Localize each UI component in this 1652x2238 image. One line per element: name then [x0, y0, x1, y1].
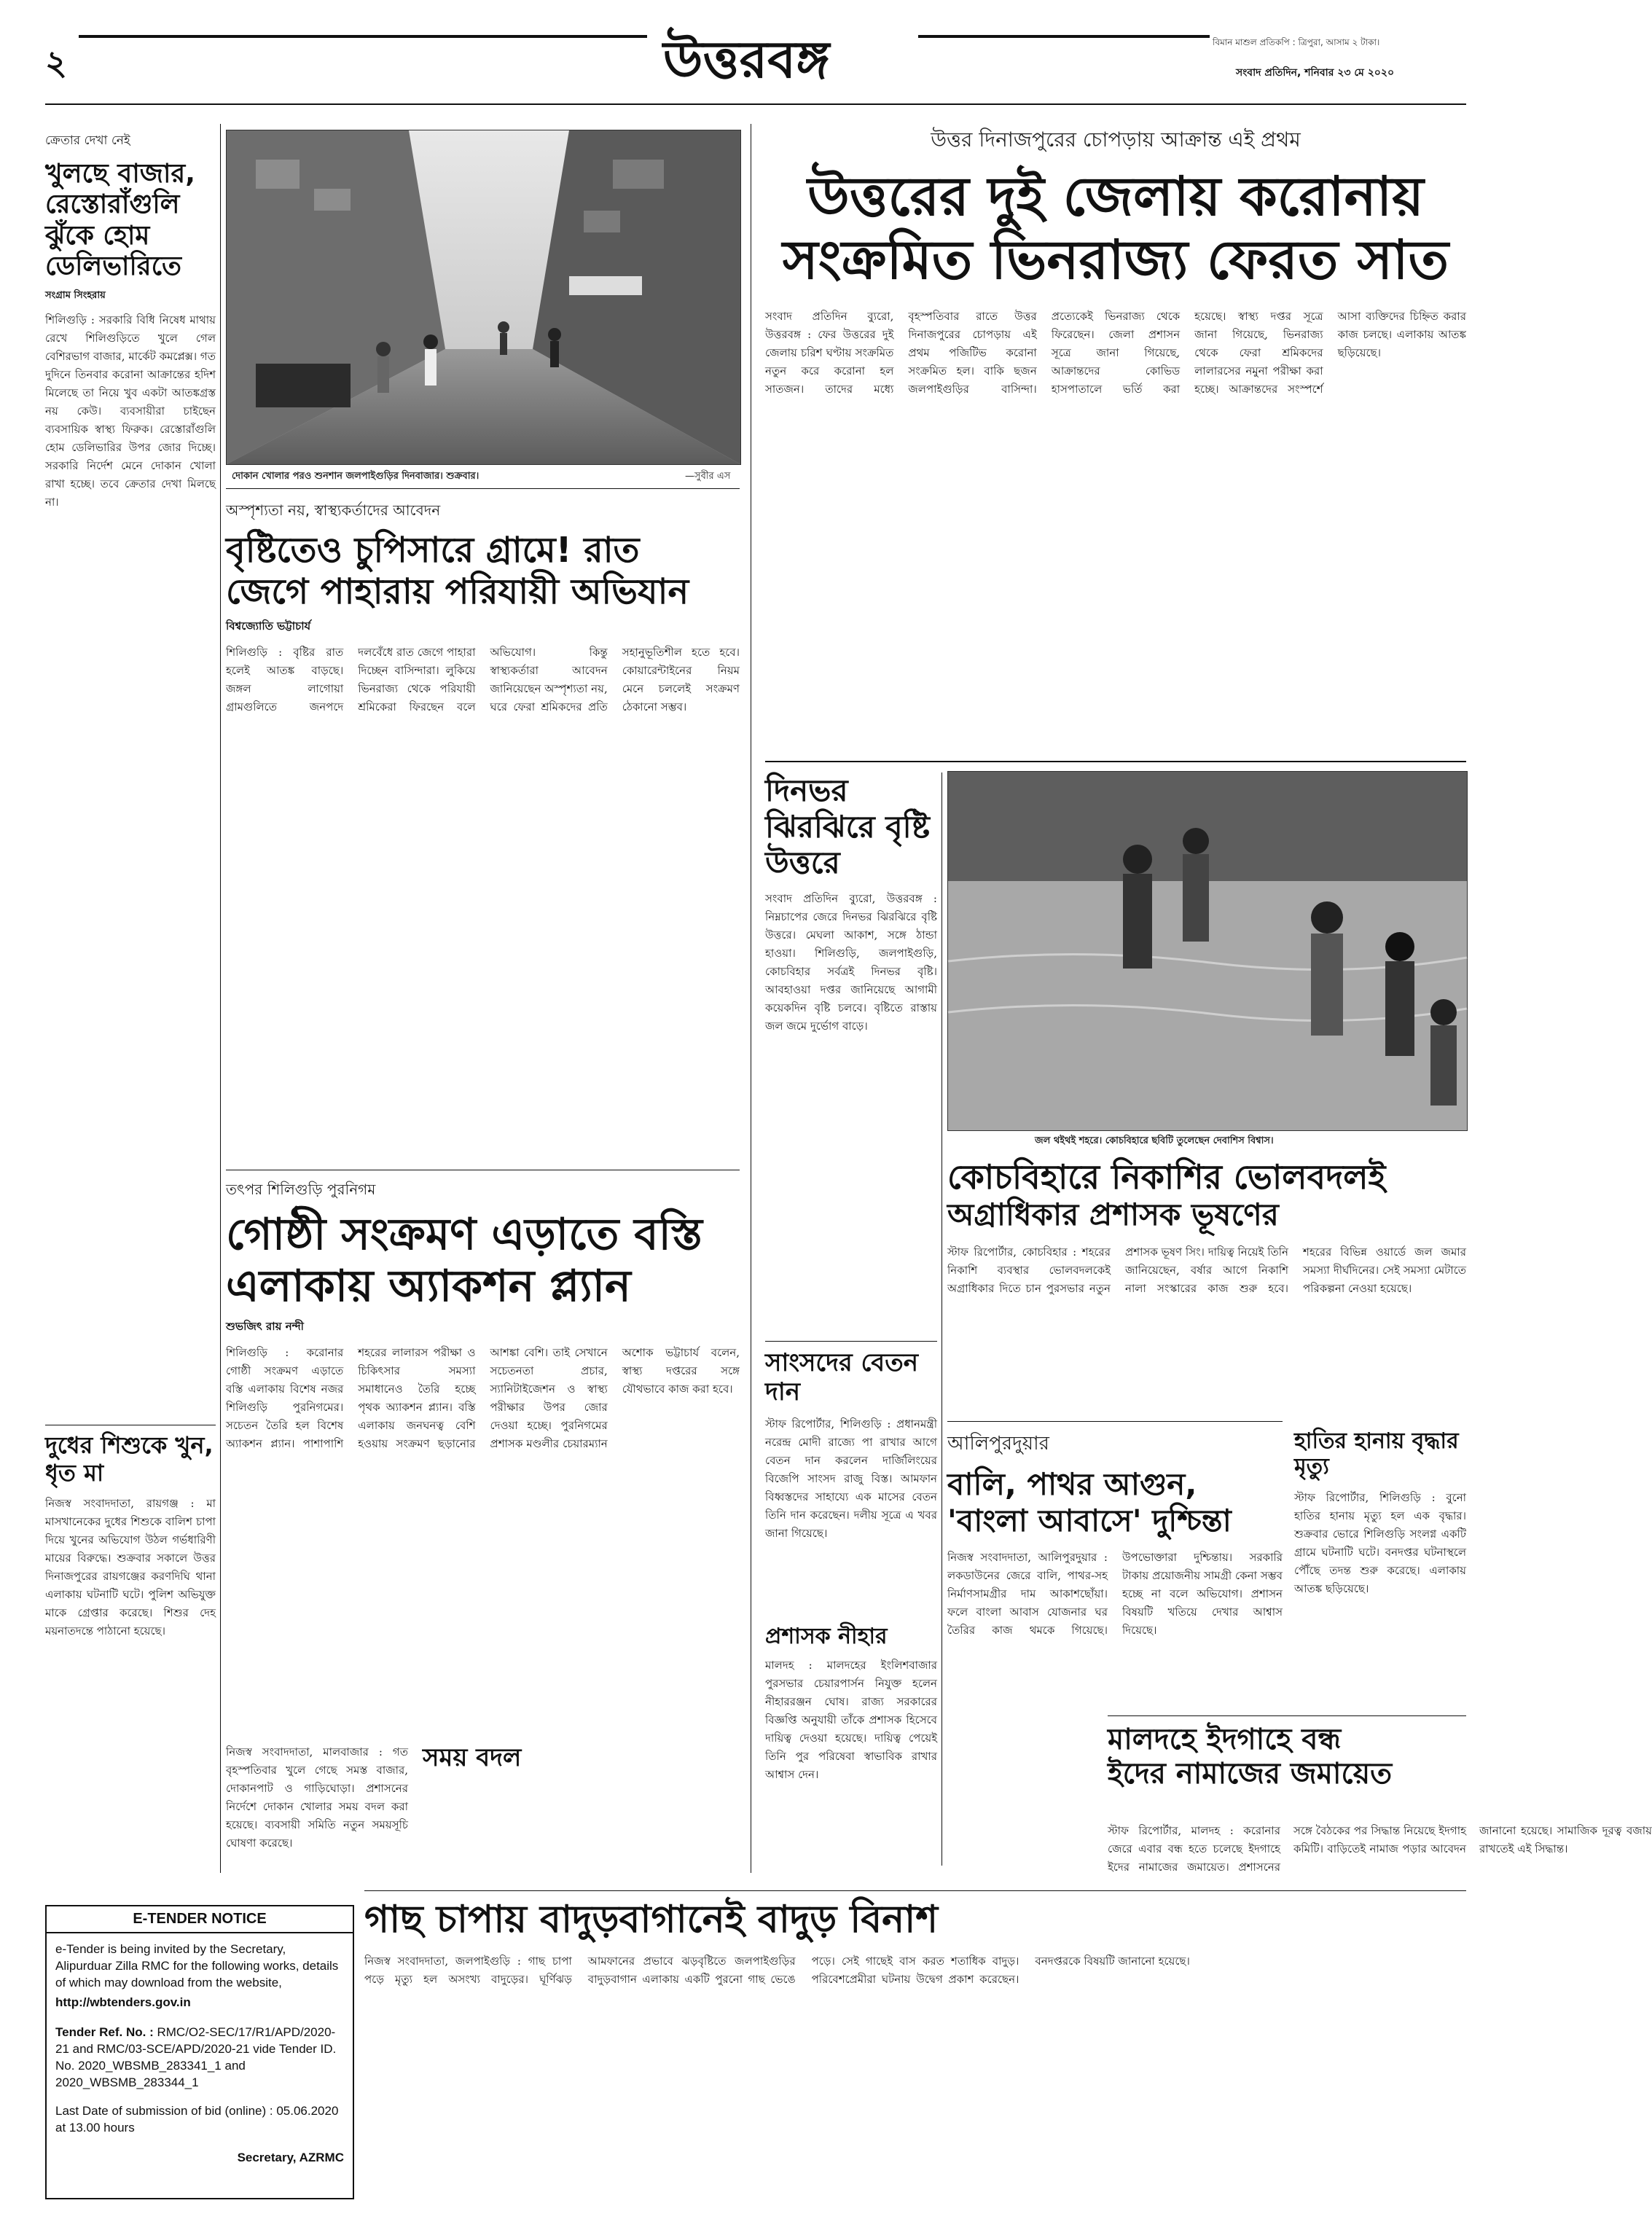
elephant-headline: হাতির হানায় বৃদ্ধার মৃত্যু [1294, 1428, 1459, 1480]
tender-ref-value: RMC/O2-SEC/17/R1/APD/2020-21 and RMC/03-SCE/APD/2020-21 vide Tender ID. No. 2020_WBSMB_283341_1 and 2020_WBSMB_283344_1 [55, 2025, 337, 2089]
flood-scene-image [948, 772, 1467, 1130]
masthead-rule-left [79, 35, 647, 38]
time-body: নিজস্ব সংবাদদাতা, মালবাজার : গত বৃহস্পতিবার খুলে গেছে সমস্ত বাজার, দোকানপাট ও গাড়িঘোড়া। প্রশাসনের নির্দেশে দোকান খোলার সময় বদল করা হয়েছে। ব্যবসায়ী সমিতি নতুন সময়সূচি ঘোষণা করেছে। [226, 1745, 408, 1850]
village-headline-1: বৃষ্টিতেও চুপিসারে গ্রামে! রাত [226, 530, 640, 571]
elephant-body: স্টাফ রিপোর্টার, শিলিগুড়ি : বুনো হাতির হানায় মৃত্যু হল এক বৃদ্ধার। শুক্রবার ভোরে শিলিগুড়ি সংলগ্ন একটি গ্রামে ঘটনাটি ঘটে। বনদপ্তর ঘটনাস্থলে পৌঁছে তদন্ত শুরু করেছে। এলাকায় আতঙ্ক ছড়িয়েছে। [1294, 1490, 1466, 1595]
village-headline-2: জেগে পাহারায় পরিযায়ী অভিযান [226, 571, 689, 612]
coochbehar-headline-1: কোচবিহারে নিকাশির ভোলবদলই [947, 1157, 1386, 1197]
community-body: শিলিগুড়ি : করোনার গোষ্ঠী সংক্রমণ এড়াতে বস্তি এলাকায় বিশেষ নজর শিলিগুড়ি পুরনিগমের। সচেতন তৈরি হল বিশেষ অ্যাকশন প্ল্যান। পাশাপাশি শহরের লালারস পরীক্ষা ও চিকিৎসার সমস্যা সমাধানেও তৈরি হচ্ছে পৃথক অ্যাকশন প্ল্যান। বস্তি এলাকায় জনঘনত্ব বেশি হওয়ায় সংক্রমণ ছড়ানোর আশঙ্কা বেশি। তাই সেখানে সচেতনতা প্রচার, স্যানিটাইজেশন ও স্বাস্থ্য পরীক্ষার উপর জোর দেওয়া হচ্ছে। পুরনিগমের প্রশাসক মণ্ডলীর চেয়ারম্যান অশোক ভট্টাচার্য বলেন, স্বাস্থ্য দপ্তরের সঙ্গে যৌথভাবে কাজ করা হবে। [226, 1345, 740, 1450]
village-body: শিলিগুড়ি : বৃষ্টির রাত হলেই আতঙ্ক বাড়ছে। জঙ্গল লাগোয়া গ্রামগুলিতে জনপদে দলবেঁধে রাত জেগে পাহারা দিচ্ছেন বাসিন্দারা। লুকিয়ে ভিনরাজ্য থেকে পরিযায়ী শ্রমিকেরা ফিরছেন বলে অভিযোগ। কিন্তু স্বাস্থ্যকর্তারা আবেদন জানিয়েছেন অস্পৃশ্যতা নয়, ঘরে ফেরা শ্রমিকদের প্রতি সহানুভূতিশীল হতে হবে। কোয়ারেন্টাইনের নিয়ম মেনে চললেই সংক্রমণ ঠেকানো সম্ভব। [226, 646, 740, 714]
market-story [45, 131, 216, 1492]
village-byline: বিশ্বজ্যোতি ভট্টাচার্য [226, 619, 311, 633]
covid-story [765, 124, 1466, 668]
mp-body: স্টাফ রিপোর্টার, শিলিগুড়ি : প্রধানমন্ত্রী নরেন্দ্র মোদী রাজ্যে পা রাখার আগে বেতন দান করলেন দার্জিলিংয়ের বিজেপি সাংসদ রাজু বিস্ত। আমফান বিধ্বস্তদের সাহায্যে এক মাসের বেতন তিনি দান করেছেন। দলীয় সূত্রে এ খবর জানা গিয়েছে। [765, 1417, 937, 1541]
child-headline: দুধের শিশুকে খুন, ধৃত মা [45, 1431, 214, 1487]
tender-intro: e-Tender is being invited by the Secretary, Alipurduar Zilla RMC for the following works, details of which may download from the website, [55, 1942, 339, 1989]
market-body: শিলিগুড়ি : সরকারি বিধি নিষেধ মাথায় রেখে শিলিগুড়িতে খুলে গেল বেশিরভাগ বাজার, মার্কেট কমপ্লেক্স। গত দুদিনে তিনবার করোনা আক্রান্তের হদিশ মিলেছে তা নিয়ে খুব একটা আতঙ্কগ্রস্ত নয় কেউ। ব্যবসায়ীরা চাইছেন ব্যবসায়িক স্বাস্থ্য ফিরুক। রেস্তোরাঁগুলি হোম ডেলিভারির উপর জোর দিচ্ছে। সরকারি নির্দেশ মেনে দোকান খোলা রাখা হচ্ছে। তবে ক্রেতার দেখা মিলছে না। [45, 313, 216, 509]
mp-headline: সাংসদের বেতন দান [765, 1348, 919, 1407]
community-kicker: তৎপর শিলিগুড়ি পুরনিগম [226, 1181, 376, 1198]
bats-story [364, 1898, 1466, 2193]
mp-story [765, 1348, 937, 1634]
market-photo-caption: দোকান খোলার পরও শুনশান জলপাইগুড়ির দিনবাজার। শুক্রবার। [232, 471, 479, 482]
alipur-kicker: আলিপুরদুয়ার [947, 1433, 1049, 1455]
admin-story [765, 1624, 937, 1875]
rain-story [765, 772, 937, 1123]
tender-ref-label: Tender Ref. No. : [55, 2025, 154, 2039]
market-street-photo [226, 130, 741, 465]
rain-body: সংবাদ প্রতিদিন ব্যুরো, উত্তরবঙ্গ : নিম্নচাপের জেরে দিনভর ঝিরঝিরে বৃষ্টি উত্তরে। মেঘলা আকাশ, সঙ্গে ঠান্ডা হাওয়া। শিলিগুড়ি, জলপাইগুড়ি, কোচবিহার সর্বত্রই দিনভর বৃষ্টি। আবহাওয়া দপ্তর জানিয়েছে আগামী কয়েকদিন বৃষ্টি চলবে। বৃষ্টিতে রাস্তায় জল জমে দুর্ভোগ বাড়ে। [765, 891, 937, 1033]
village-story [226, 500, 740, 1073]
admin-body: মালদহ : মালদহের ইংলিশবাজার পুরসভার চেয়ারপার্সন নিযুক্ত হলেন নীহাররঞ্জন ঘোষ। রাজ্য সরকারের বিজ্ঞপ্তি অনুযায়ী তাঁকে প্রশাসক হিসেবে দায়িত্ব দেওয়া হয়েছে। দায়িত্ব পেয়েই তিনি পুর পরিষেবা স্বাভাবিক রাখার আশ্বাস দেন। [765, 1659, 937, 1782]
section-title: উত্তরবঙ্গ [663, 30, 830, 90]
tender-deadline: Last Date of submission of bid (online) : 05.06.2020 at 13.00 hours [55, 2104, 339, 2135]
bats-headline: গাছ চাপায় বাদুড়বাগানেই বাদুড় বিনাশ [364, 1898, 939, 1941]
flood-photo-caption: জল থইথই শহরে। কোচবিহারে ছবিটি তুলেছেন দেবাশিস বিশ্বাস। [1035, 1135, 1274, 1146]
tender-signature: Secretary, AZRMC [237, 2151, 344, 2164]
time-story [226, 1743, 740, 1850]
market-photo-credit: —সুবীর এস [685, 471, 731, 482]
eid-top-rule [1108, 1715, 1466, 1716]
street-scene-image [227, 130, 740, 464]
alipur-headline-2: 'বাংলা আবাসে' দুশ্চিন্তা [947, 1502, 1232, 1538]
alipur-top-rule [947, 1421, 1283, 1422]
covid-headline-1: উত্তরের দুই জেলায় করোনায় [807, 165, 1424, 228]
mp-top-rule [765, 1341, 937, 1342]
child-body: নিজস্ব সংবাদদাতা, রায়গঞ্জ : মা মাসখানেকের দুধের শিশুকে বালিশ চাপা দিয়ে খুনের অভিযোগ উঠল গর্ভধারিণী মায়ের বিরুদ্ধে। শুক্রবার সকালে উত্তর দিনাজপুরের রায়গঞ্জের করণদিঘি থানা এলাকায় ঘটনাটি ঘটে। পুলিশ অভিযুক্ত মাকে গ্রেপ্তার করেছে। শিশুর দেহ ময়নাতদন্তে পাঠানো হয়েছে। [45, 1496, 216, 1638]
masthead-bottom-rule [45, 103, 1466, 105]
covid-body: সংবাদ প্রতিদিন ব্যুরো, উত্তরবঙ্গ : ফের উত্তরের দুই জেলায় চরিশ ঘণ্টায় সংক্রমিত নতুন করে করোনা হল সাতজন। তাদের মধ্যে বৃহস্পতিবার রাতে উত্তর দিনাজপুরের চোপড়ায় এই প্রথম পজিটিভ করোনা সংক্রমিত হল। বাকি ছজন জলপাইগুড়ির বাসিন্দা। প্রত্যেকেই ভিনরাজ্য থেকে ফিরেছেন। জেলা প্রশাসন সূত্রে জানা গিয়েছে, আক্রান্তদের কোভিড হাসপাতালে ভর্তি করা হয়েছে। স্বাস্থ্য দপ্তর সূত্রে জানা গিয়েছে, ভিনরাজ্য থেকে ফেরা শ্রমিকদের লালারসের নমুনা পরীক্ষা করা হচ্ছে। আক্রান্তদের সংস্পর্শে আসা ব্যক্তিদের চিহ্নিত করার কাজ চলছে। এলাকায় আতঙ্ক ছড়িয়েছে। [765, 309, 1466, 396]
tender-website[interactable]: http://wbtenders.gov.in [55, 1995, 191, 2009]
bats-body: নিজস্ব সংবাদদাতা, জলপাইগুড়ি : গাছ চাপা পড়ে মৃত্যু হল অসংখ্য বাদুড়ের। ঘূর্ণিঝড় আমফানের প্রভাবে ঝড়বৃষ্টিতে জলপাইগুড়ির বাদুড়বাগান এলাকায় একটি পুরনো গাছ ভেঙে পড়ে। সেই গাছেই বাস করত শতাধিক বাদুড়। পরিবেশপ্রেমীরা ঘটনায় উদ্বেগ প্রকাশ করেছেন। বনদপ্তরকে বিষয়টি জানানো হয়েছে। [364, 1955, 1190, 1987]
masthead-rule-right [918, 35, 1210, 38]
eid-headline-1: মালদহে ইদগাহে বন্ধ [1108, 1723, 1342, 1756]
community-headline-1: গোষ্ঠী সংক্রমণ এড়াতে বস্তি [226, 1209, 702, 1260]
eid-story [1108, 1723, 1466, 1791]
time-headline: সময় বদল [423, 1743, 522, 1772]
col-sep-1 [220, 124, 221, 1873]
covid-headline-2: সংক্রমিত ভিনরাজ্য ফেরত সাত [782, 229, 1449, 292]
page-number: ২ [45, 43, 67, 82]
tender-notice-box [45, 1905, 354, 2199]
coochbehar-body: স্টাফ রিপোর্টার, কোচবিহার : শহরের নিকাশি ব্যবস্থার ভোলবদলকেই অগ্রাধিকার দিতে চান পুরসভার নতুন প্রশাসক ভূষণ সিং। দায়িত্ব নিয়েই তিনি জানিয়েছেন, বর্ষার আগে নিকাশি নালা সংস্কারের কাজ শুরু হবে। শহরের বিভিন্ন ওয়ার্ডে জল জমার সমস্যা দীর্ঘদিনের। সেই সমস্যা মেটাতে পরিকল্পনা নেওয়া হয়েছে। [947, 1245, 1466, 1295]
alipur-body: নিজস্ব সংবাদদাতা, আলিপুরদুয়ার : লকডাউনের জেরে বালি, পাথর-সহ নির্মাণসামগ্রীর দাম আকাশছোঁয়া। ফলে বাংলা আবাস যোজনার ঘর তৈরির কাজ থমকে গিয়েছে। উপভোক্তারা দুশ্চিন্তায়। সরকারি টাকায় প্রয়োজনীয় সামগ্রী কেনা সম্ভব হচ্ছে না বলে অভিযোগ। প্রশাসন বিষয়টি খতিয়ে দেখার আশ্বাস দিয়েছে। [947, 1551, 1283, 1638]
flood-photo [947, 771, 1468, 1131]
village-kicker: অস্পৃশ্যতা নয়, স্বাস্থ্যকর্তাদের আবেদন [226, 501, 441, 519]
market-headline: খুলছে বাজার, রেস্তোরাঁগুলি ঝুঁকে হোম ডেলিভারিতে [45, 159, 195, 282]
community-headline-2: এলাকায় অ্যাকশন প্ল্যান [226, 1260, 631, 1312]
alipur-headline-1: বালি, পাথর আগুন, [947, 1466, 1197, 1502]
community-byline: শুভজিৎ রায় নন্দী [226, 1319, 304, 1333]
rain-headline: দিনভর ঝিরঝিরে বৃষ্টি উত্তরে [765, 772, 930, 881]
coochbehar-story [947, 1157, 1466, 1469]
covid-bottom-rule [765, 761, 1466, 762]
covid-kicker: উত্তর দিনাজপুরের চোপড়ায় আক্রান্ত এই প্রথম [931, 128, 1301, 152]
child-story [45, 1432, 216, 1837]
community-story [226, 1179, 740, 1730]
eid-headline-2: ইদের নামাজের জমায়েত [1108, 1757, 1393, 1791]
admin-headline: প্রশাসক নীহার [765, 1624, 888, 1649]
tender-title: E-TENDER NOTICE [47, 1906, 353, 1933]
bats-top-rule [364, 1890, 1466, 1891]
date-line: সংবাদ প্রতিদিন, শনিবার ২৩ মে ২০২০ [1236, 67, 1395, 79]
price-line: বিমান মাশুল প্রতিকপি : ত্রিপুরা, আসাম ২ টাকা। [1213, 37, 1380, 47]
market-kicker: ক্রেতার দেখা নেই [45, 133, 130, 148]
eid-body: স্টাফ রিপোর্টার, মালদহ : করোনার জেরে এবার বন্ধ হতে চলেছে ইদগাহে ইদের নামাজের জমায়েত। প্রশাসনের সঙ্গে বৈঠকের পর সিদ্ধান্ত নিয়েছে ইদগাহ কমিটি। বাড়িতেই নামাজ পড়ার আবেদন জানানো হয়েছে। সামাজিক দূরত্ব বজায় রাখতেই এই সিদ্ধান্ত। [1108, 1824, 1652, 1874]
market-byline: সংগ্রাম সিংহরায় [45, 289, 106, 301]
coochbehar-headline-2: অগ্রাধিকার প্রশাসক ভূষণের [947, 1197, 1279, 1233]
photo-caption-rule [226, 488, 740, 489]
